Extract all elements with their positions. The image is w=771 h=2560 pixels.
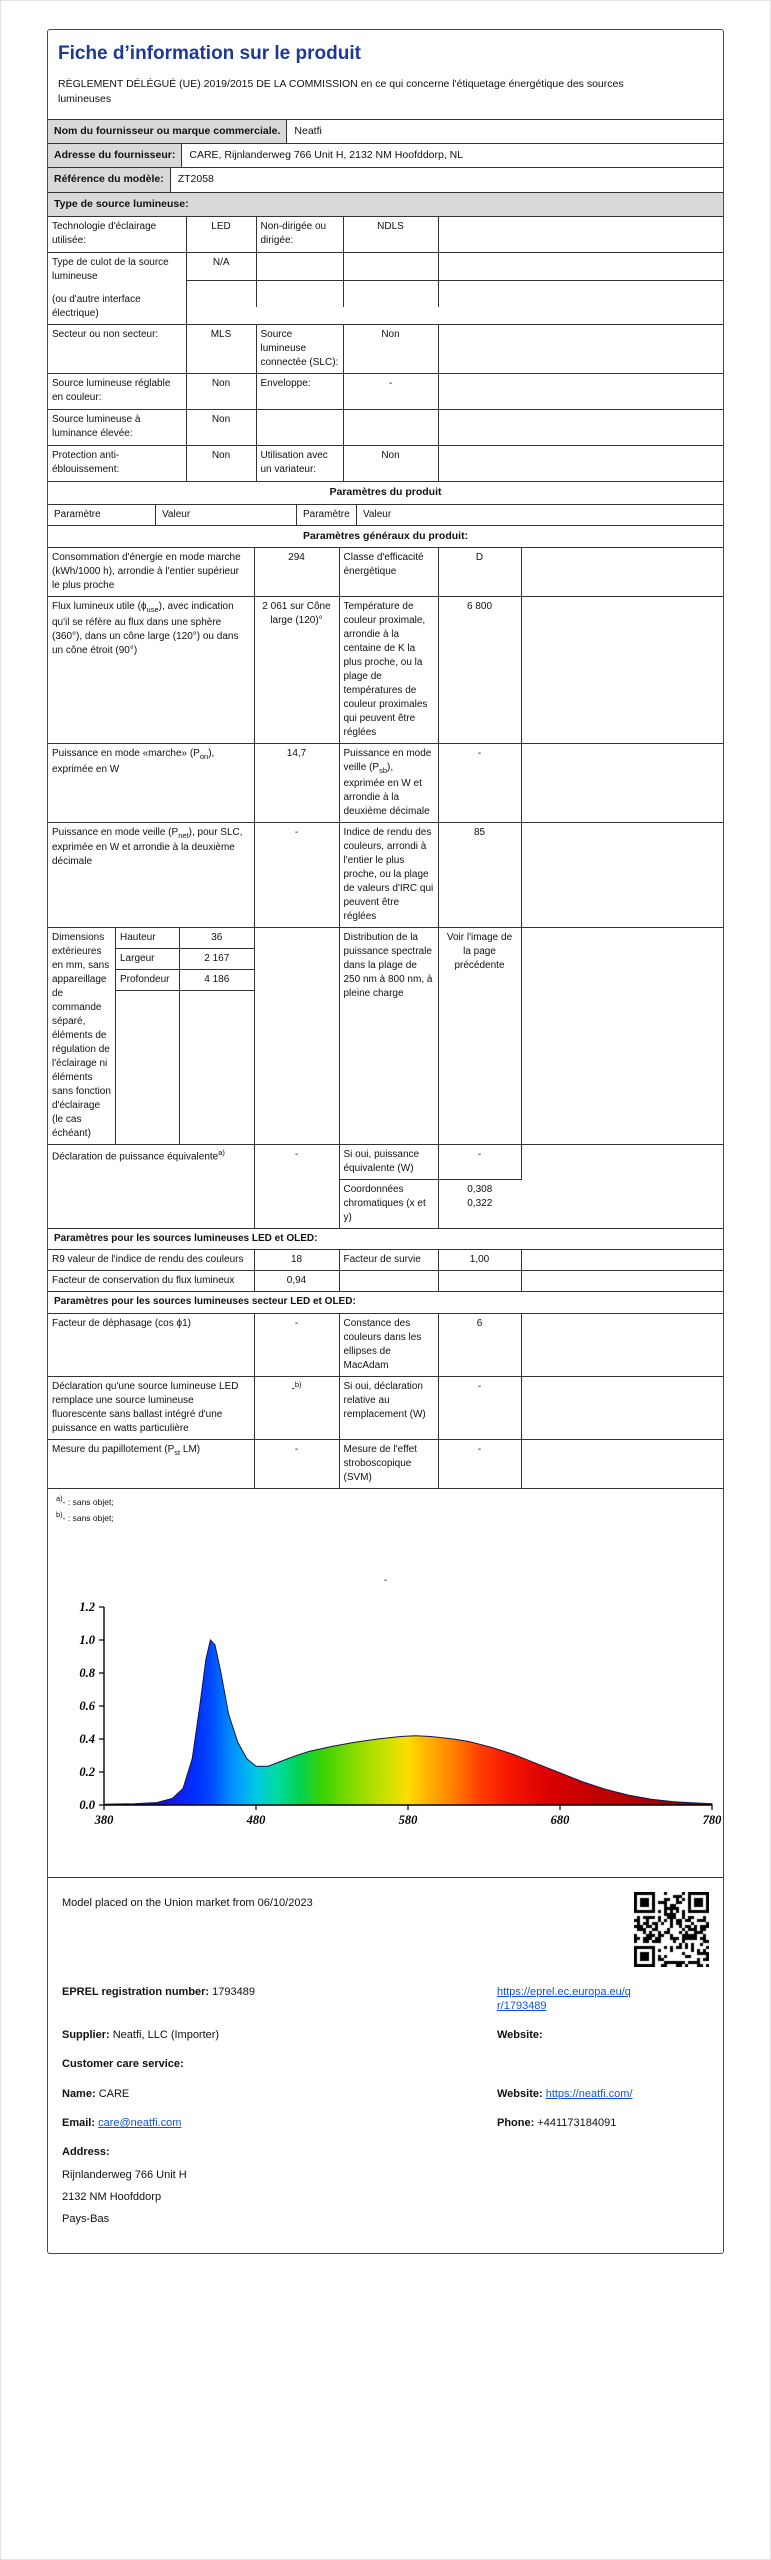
table-row — [48, 1314, 723, 1377]
email-link[interactable]: care@neatfi.com — [98, 2117, 182, 2130]
param-value: 85 — [438, 822, 521, 927]
column-header: Paramètre — [297, 505, 357, 526]
field-label: Website: — [497, 2087, 543, 2100]
empty-cell — [521, 597, 723, 744]
supplier-name-label: Nom du fournisseur ou marque commerciale. — [48, 120, 287, 143]
empty-cell — [521, 1376, 723, 1439]
param-label — [339, 1271, 438, 1292]
dimensions-cell — [48, 927, 254, 1144]
param-label: Non-dirigée ou dirigée: — [256, 217, 343, 253]
empty-cell — [521, 1144, 723, 1228]
footnote-a: $^{a)}$- : sans objet; — [56, 1493, 114, 1507]
param-value: 0,308 0,322 — [438, 1179, 521, 1228]
param-value: Non — [343, 325, 438, 374]
x-tick-label: 680 — [550, 1812, 569, 1827]
param-label: Facteur de survie — [339, 1250, 438, 1271]
name-website-row — [62, 2087, 709, 2101]
regulation-subtitle: RÈGLEMENT DÉLÉGUÉ (UE) 2019/2015 DE LA COMMISSION en ce qui concerne l'étiquetage énergétique des sources lumineuses — [58, 77, 624, 105]
x-tick-label: 380 — [94, 1812, 113, 1827]
param-label: R9 valeur de l'indice de rendu des couleurs — [48, 1250, 254, 1271]
email-phone-row — [62, 2116, 709, 2130]
dimension-name: Profondeur — [116, 970, 180, 990]
param-label: Flux lumineux utile $(\phi_{use})$, avec indication qu'il se réfère au flux dans une sphère (360°), dans un cône large (120°) ou dans un cône étroit (90°) — [48, 597, 254, 744]
led-params-header: Paramètres pour les sources lumineuses LED et OLED: — [48, 1229, 723, 1251]
dimension-filler — [116, 991, 254, 1144]
y-tick-label: 0.8 — [78, 1665, 95, 1680]
empty-cell — [187, 280, 257, 307]
column-header: Valeur — [363, 508, 392, 520]
market-info-section — [48, 1877, 723, 2253]
table-row — [48, 597, 723, 744]
param-label: Facteur de déphasage (cos ϕ1) — [48, 1314, 254, 1377]
param-label: Si oui, puissance équivalente (W) — [339, 1144, 438, 1179]
param-value: D — [438, 548, 521, 597]
param-value: NDLS — [343, 217, 438, 253]
table-row — [48, 325, 723, 374]
y-tick-label: 0.6 — [78, 1698, 95, 1713]
param-label: Température de couleur proximale, arrondie à la centaine de K la plus proche, ou la plage de températures de couleur proximales qui peuvent être réglées — [339, 597, 438, 744]
supplier-address-value: CARE, Rijnlanderweg 766 Unit H, 2132 NM Hoofddorp, NL — [189, 149, 464, 162]
dimension-name: Largeur — [116, 949, 180, 969]
chart-annotation: - — [383, 1575, 388, 1587]
param-value: - — [438, 744, 521, 823]
empty-cell — [521, 1314, 723, 1377]
field-value: CARE — [98, 2087, 130, 2100]
empty-cell — [439, 253, 724, 280]
y-tick-label: 0.0 — [78, 1797, 95, 1812]
model-reference-value: ZT2058 — [177, 173, 214, 186]
model-reference-label: Référence du modèle: — [48, 168, 171, 191]
table-row — [48, 1439, 723, 1488]
param-value: 6 — [438, 1314, 521, 1377]
param-value: 1,00 — [438, 1250, 521, 1271]
param-label: Facteur de conservation du flux lumineux — [48, 1271, 254, 1292]
param-value: Non — [186, 374, 256, 410]
field-label: Address: — [62, 2146, 110, 2159]
empty-cell — [521, 1271, 723, 1292]
param-value: - — [254, 1314, 339, 1377]
supplier-name-row — [48, 120, 723, 144]
param-label — [48, 253, 186, 325]
address-line: Rijnlanderweg 766 Unit H — [62, 2168, 187, 2181]
param-label: Mesure du papillotement ($P_{st}$ LM) — [48, 1439, 254, 1488]
dimension-row — [116, 970, 254, 991]
dimension-row — [116, 928, 254, 949]
eprel-row — [62, 1985, 709, 2014]
field-label: Email: — [62, 2117, 96, 2130]
dimension-value: 2 167 — [204, 952, 230, 964]
field-label: Name: — [62, 2087, 96, 2100]
y-tick-label: 0.2 — [78, 1764, 95, 1779]
param-value: - — [438, 1439, 521, 1488]
field-label: Phone: — [497, 2117, 535, 2130]
param-label-line: (ou d'autre interface électrique) — [52, 294, 141, 320]
model-reference-row — [48, 168, 723, 192]
type-section-header: Type de source lumineuse: — [48, 193, 723, 217]
table-row — [48, 822, 723, 927]
market-placement-text: Model placed on the Union market from 06/10/2023 — [62, 1896, 313, 1909]
param-label: Consommation d'énergie en mode marche (kWh/1000 h), arrondie à l'entier supérieur le plus proche — [48, 548, 254, 597]
empty-cell — [438, 374, 723, 410]
param-label: Déclaration qu'une source lumineuse LED remplace une source lumineuse fluorescente sans ballast intégré d'une puissance en watts particulière — [48, 1376, 254, 1439]
footnotes — [48, 1489, 723, 1528]
field-label: EPREL registration number: — [62, 1985, 210, 1998]
table-row — [48, 1271, 723, 1292]
dimension-value: 36 — [211, 931, 223, 943]
empty-cell — [257, 280, 344, 307]
param-label: Source lumineuse connectée (SLC): — [256, 325, 343, 374]
table-row — [48, 1250, 723, 1271]
table-row — [48, 1144, 723, 1179]
param-value: 294 — [254, 548, 339, 597]
empty-cell — [521, 744, 723, 823]
x-tick-label: 480 — [246, 1812, 265, 1827]
x-tick-label: 780 — [702, 1812, 721, 1827]
supplier-row — [62, 2028, 709, 2042]
supplier-address-label: Adresse du fournisseur: — [48, 144, 182, 167]
mains-params-table — [48, 1314, 723, 1489]
fiche-header — [48, 30, 723, 120]
table-row — [48, 446, 723, 482]
table-row — [48, 744, 723, 823]
param-label: Déclaration de puissance équivalente$^{a)}$ — [48, 1144, 254, 1228]
param-label: Indice de rendu des couleurs, arrondi à l'entier le plus proche, ou la plage de valeurs d'IRC qui peuvent être réglées — [339, 822, 438, 927]
y-tick-label: 1.0 — [78, 1632, 95, 1647]
general-params-header: Paramètres généraux du produit: — [48, 526, 723, 548]
field-label: Supplier: — [62, 2029, 110, 2042]
split-inner-table — [187, 253, 724, 307]
table-row — [48, 374, 723, 410]
field-label: Customer care service: — [62, 2058, 184, 2071]
dimension-value: 4 186 — [204, 973, 230, 985]
empty-cell — [521, 1439, 723, 1488]
param-label: Protection anti-éblouissement: — [48, 446, 186, 482]
param-label — [256, 410, 343, 446]
param-label: Puissance en mode veille $(P_{net})$, pour SLC, exprimée en W et arrondie à la deuxième décimale — [48, 822, 254, 927]
address-header-row — [62, 2145, 709, 2159]
param-value: N/A — [187, 253, 257, 280]
empty-cell — [438, 217, 723, 253]
field-value: 1793489 — [212, 1985, 255, 1998]
param-label: Puissance en mode «marche» $(P_{on})$, exprimée en W — [48, 744, 254, 823]
empty-cell — [257, 253, 344, 280]
param-value: 6 800 — [438, 597, 521, 744]
param-value — [438, 1271, 521, 1292]
empty-cell — [344, 280, 439, 307]
table-row — [48, 253, 723, 325]
spectral-power-chart — [50, 1591, 722, 1851]
param-label: Secteur ou non secteur: — [48, 325, 186, 374]
param-value: LED — [186, 217, 256, 253]
empty-cell — [438, 446, 723, 482]
table-row — [48, 217, 723, 253]
empty-cell — [521, 548, 723, 597]
address-line: 2132 NM Hoofddorp — [62, 2190, 162, 2203]
customer-care-row — [62, 2057, 709, 2071]
y-tick-label: 0.4 — [78, 1731, 95, 1746]
column-headers-row — [48, 505, 723, 527]
empty-cell — [439, 280, 724, 307]
mains-params-header: Paramètres pour les sources lumineuses secteur LED et OLED: — [48, 1292, 723, 1314]
param-label: Coordonnées chromatiques (x et y) — [339, 1179, 438, 1228]
dimension-row — [116, 949, 254, 970]
param-value: Voir l'image de la page précédente — [438, 927, 521, 1144]
supplier-address-row — [48, 144, 723, 168]
param-value: - — [254, 822, 339, 927]
dimension-name: Hauteur — [116, 928, 180, 948]
split-cells — [186, 253, 723, 325]
page-title: Fiche d’information sur le produit — [58, 43, 361, 64]
column-header: Valeur — [156, 505, 297, 526]
param-label: Source lumineuse réglable en couleur: — [48, 374, 186, 410]
field-value: +441173184091 — [537, 2117, 617, 2130]
qr-code — [634, 1892, 709, 1967]
param-value — [343, 410, 438, 446]
empty-cell — [344, 253, 439, 280]
footnote-b: $^{b)}$- : sans objet; — [56, 1509, 114, 1523]
spectral-chart-block — [50, 1574, 722, 1851]
param-label: Si oui, déclaration relative au remplacement (W) — [339, 1376, 438, 1439]
param-label-line: Type de culot de la source lumineuse — [52, 257, 169, 283]
param-value: -$^{b)}$ — [254, 1376, 339, 1439]
field-label: Website: — [497, 2029, 543, 2042]
param-value: - — [438, 1144, 521, 1179]
param-label: Dimensions extérieures en mm, sans appareillage de commande séparé, éléments de régulation de l'éclairage ni éléments sans fonction d'éclairage (le cas échéant) — [48, 928, 116, 1144]
spd-curve — [104, 1640, 712, 1805]
param-value: Non — [343, 446, 438, 482]
address-line: Pays-Bas — [62, 2213, 110, 2226]
supplier-website-link[interactable]: https://neatfi.com/ — [545, 2087, 633, 2100]
empty-cell — [521, 822, 723, 927]
general-params-table — [48, 548, 723, 1229]
table-row — [48, 927, 723, 1144]
fiche-border-box — [47, 29, 724, 2254]
param-label: Technologie d'éclairage utilisée: — [48, 217, 186, 253]
empty-cell — [254, 927, 339, 1144]
field-value: Neatfi, LLC (Importer) — [112, 2029, 220, 2042]
product-params-header: Paramètres du produit — [48, 482, 723, 504]
param-value: MLS — [186, 325, 256, 374]
table-row — [48, 548, 723, 597]
empty-cell — [438, 325, 723, 374]
y-tick-label: 1.2 — [78, 1599, 95, 1614]
empty-cell — [521, 1250, 723, 1271]
param-value: Non — [186, 446, 256, 482]
param-value: 2 061 sur Cône large (120)° — [254, 597, 339, 744]
param-value: 14,7 — [254, 744, 339, 823]
param-value: 18 — [254, 1250, 339, 1271]
param-label: Classe d'efficacité énergétique — [339, 548, 438, 597]
param-label: Source lumineuse à luminance élevée: — [48, 410, 186, 446]
table-row — [48, 1376, 723, 1439]
param-value: - — [343, 374, 438, 410]
param-label: Utilisation avec un variateur: — [256, 446, 343, 482]
param-value: 0,94 — [254, 1271, 339, 1292]
param-label: Mesure de l'effet stroboscopique (SVM) — [339, 1439, 438, 1488]
param-label: Puissance en mode veille $(P_{sb})$, exprimée en W et arrondie à la deuxième décimale — [339, 744, 438, 823]
led-params-table — [48, 1250, 723, 1292]
empty-cell — [521, 927, 723, 1144]
supplier-name-value: Neatfi — [294, 124, 322, 137]
param-label: Constance des couleurs dans les ellipses de MacAdam — [339, 1314, 438, 1377]
column-header: Paramètre — [48, 505, 156, 526]
param-value: Non — [186, 410, 256, 446]
param-label: Distribution de la puissance spectrale dans la plage de 250 nm à 800 nm, à pleine charge — [339, 927, 438, 1144]
x-tick-label: 580 — [398, 1812, 417, 1827]
empty-cell — [438, 410, 723, 446]
param-label: Enveloppe: — [256, 374, 343, 410]
table-row — [48, 410, 723, 446]
eprel-link[interactable]: https://eprel.ec.europa.eu/qr/1793489 — [497, 1985, 631, 2012]
param-value: - — [438, 1376, 521, 1439]
param-value: - — [254, 1439, 339, 1488]
light-source-type-table — [48, 217, 723, 483]
param-value: - — [254, 1144, 339, 1228]
